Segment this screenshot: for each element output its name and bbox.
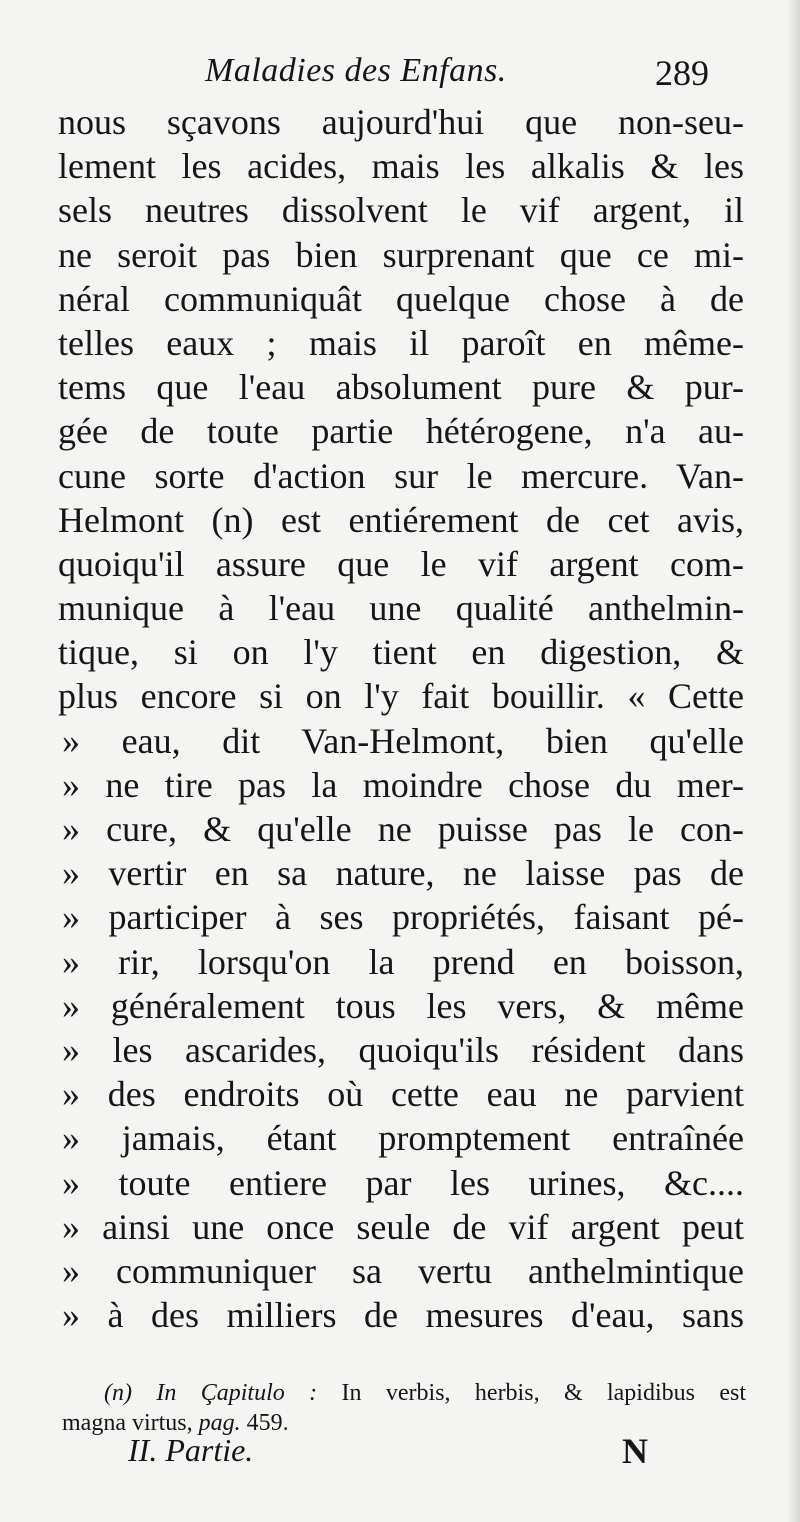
text-line: tems que l'eau absolument pure & pur- [58,367,744,408]
part-label: II. Partie. [128,1432,254,1468]
text-line: tique, si on l'y tient en digestion, & [58,632,744,673]
text-line: » généralement tous les vers, & même [62,985,744,1026]
footnote-line-1 [62,1378,746,1408]
footnote-marker: (n) [104,1380,132,1406]
text-line: » rir, lorsqu'on la prend en boisson, [62,941,744,982]
footnote [62,1378,746,1438]
footnote-quote: In verbis, herbis, & lapidibus est [341,1380,747,1406]
signature-mark: N [622,1431,648,1471]
text-line: cune sorte d'action sur le mercure. Van- [58,455,744,496]
text-line: lement les acides, mais les alkalis & les [58,146,744,187]
text-line: » cure, & qu'elle ne puisse pas le con- [62,809,744,849]
footnote-source: In Çapitulo : [156,1380,318,1406]
signature-line [0,1432,800,1482]
text-line: nous sçavons aujourd'hui que non-seu- [58,102,744,142]
page-number: 289 [655,53,709,93]
text-line: » des endroits où cette eau ne parvient [62,1074,744,1115]
text-line: plus encore si on l'y fait bouillir. « Cette [58,676,744,717]
footnote-continuation: magna virtus, [62,1410,193,1436]
text-line: sels neutres dissolvent le vif argent, il [58,190,744,231]
running-head [0,52,800,96]
text-line: » ainsi une once seule de vif argent peut [62,1206,744,1247]
text-line: » eau, dit Van-Helmont, bien qu'elle [62,720,744,761]
text-line: telles eaux ; mais il paroît en même- [58,322,744,363]
footnote-page-ref: 459. [246,1410,289,1436]
text-line: quoiqu'il assure que le vif argent com- [58,543,744,584]
text-line: » communiquer sa vertu anthelmintique [62,1250,744,1291]
text-line: » les ascarides, quoiqu'ils résident dans [62,1029,744,1070]
text-line: gée de toute partie hétérogene, n'a au- [58,411,744,452]
text-line: Helmont (n) est entiérement de cet avis, [58,499,744,540]
text-line: » toute entiere par les urines, &c.... [62,1162,744,1203]
footnote-page-label: pag. [198,1410,241,1436]
running-title: Maladies des Enfans. [205,52,507,89]
body-text [58,100,744,1337]
text-line: munique à l'eau une qualité anthelmin- [58,588,744,629]
text-line: ne seroit pas bien surprenant que ce mi- [58,234,744,275]
text-line: » ne tire pas la moindre chose du mer- [62,764,744,805]
text-line: » vertir en sa nature, ne laisse pas de [62,853,744,894]
text-line: » à des milliers de mesures d'eau, sans [62,1295,744,1336]
text-line: néral communiquât quelque chose à de [58,278,744,319]
text-line: » participer à ses propriétés, faisant pé- [62,897,744,938]
text-line: » jamais, étant promptement entraînée [62,1118,744,1159]
